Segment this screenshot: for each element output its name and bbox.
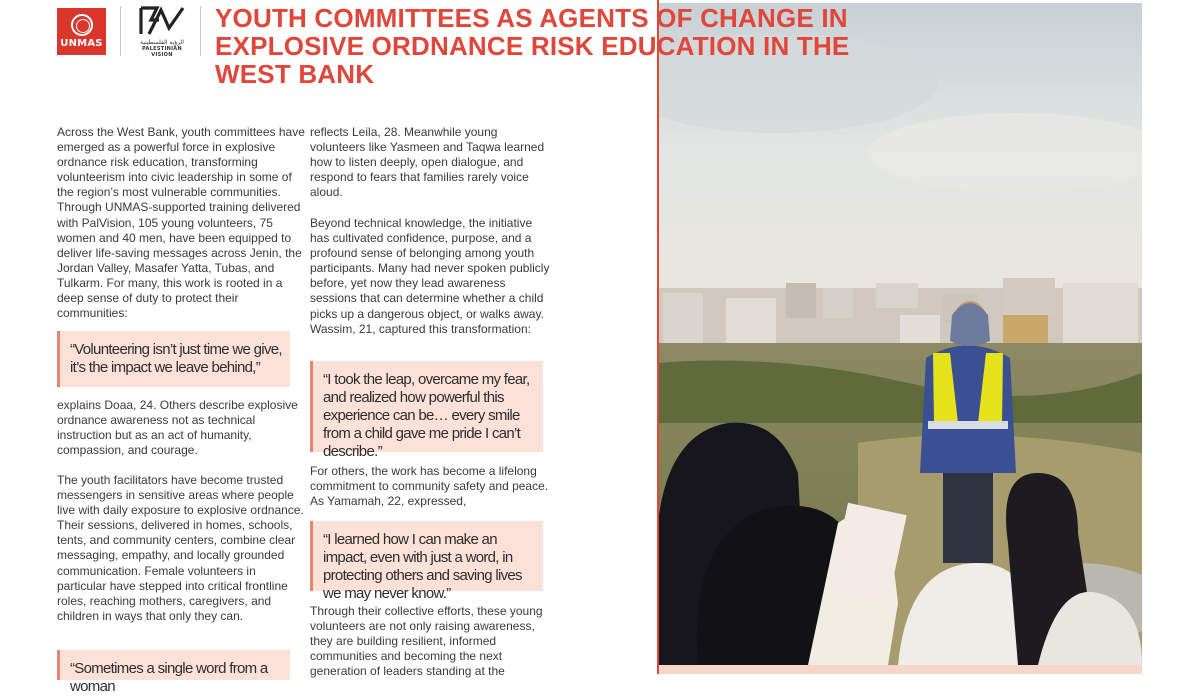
column1-paragraph-2: explains Doaa, 24. Others describe explosive ordnance awareness not as technical instruction but as an act of humanity, compassion, and courage.	[57, 398, 298, 458]
pull-quote: “I took the leap, overcame my fear, and realized how powerful this experience can be… every smile from a child gave me pride I can’t describe.”	[310, 361, 543, 452]
pull-quote: “Volunteering isn’t just time we give, it’s the impact we leave behind,”	[57, 331, 290, 387]
palvision-english-text: PALESTINIAN VISION	[142, 46, 182, 58]
unmas-logo	[57, 8, 106, 55]
column2-paragraph-1: reflects Leila, 28. Meanwhile young volunteers like Yasmeen and Taqwa learned how to listen deeply, open dialogue, and respond to fears that families rarely voice aloud.	[310, 125, 545, 200]
column1-paragraph-3: The youth facilitators have become trusted messengers in sensitive areas where people live with daily exposure to explosive ordnance. Their sessions, delivered in homes, schools, tents, and community centers, combine clear messaging, empathy, and locally grounded communication. Female volunteers in particular have stepped into critical frontline roles, reaching mothers, caregivers, and children in ways that only they can.	[57, 473, 304, 623]
photo-caption-bar	[658, 665, 1142, 674]
photo-youth-session	[658, 3, 1142, 665]
pull-quote: “Sometimes a single word from a woman	[57, 650, 290, 680]
page-title: YOUTH COMMITTEES AS AGENTS OF CHANGE IN EXPLOSIVE ORDNANCE RISK EDUCATION IN THE WEST BANK	[215, 3, 850, 89]
palvision-mark-icon	[137, 4, 187, 38]
column2-paragraph-2: Beyond technical knowledge, the initiative has cultivated confidence, purpose, and a profound sense of belonging among youth participants. Many had never spoken publicly before, yet now they lead awareness sessions that can determine whether a child picks up a dangerous object, or walks away. Wassim, 21, captured this transformation:	[310, 216, 550, 336]
column2-paragraph-4: Through their collective efforts, these young volunteers are not only raising awareness, they are building resilient, informed communities and becoming the next generation of leaders standing at the	[310, 604, 543, 679]
accent-divider-line	[657, 0, 659, 674]
column2-paragraph-3: For others, the work has become a lifelong commitment to community safety and peace. As Yamamah, 22, expressed,	[310, 464, 549, 509]
un-emblem-icon	[71, 14, 93, 36]
column1-paragraph-1: Across the West Bank, youth committees have emerged as a powerful force in explosive ordnance risk education, transforming volunteerism into civic leadership in some of the region’s most vulnerable communities. Through UNMAS-supported training delivered with PalVision, 105 young volunteers, 75 women and 40 men, have been equipped to deliver life-saving messages across Jenin, the Jordan Valley, Masafer Yatta, Tubas, and Tulkarm. For many, this work is rooted in a deep sense of duty to protect their communities:	[57, 125, 305, 321]
palvision-arabic-text: الرؤية الفلسطينية	[140, 39, 184, 46]
photo-icon	[658, 3, 1142, 665]
pull-quote: “I learned how I can make an impact, even with just a word, in protecting others and saving lives we may never know.”	[310, 521, 543, 591]
logo-divider	[200, 6, 201, 56]
logo-divider	[120, 6, 121, 56]
palvision-logo	[132, 4, 192, 58]
unmas-logo-text: UNMAS	[60, 38, 103, 49]
